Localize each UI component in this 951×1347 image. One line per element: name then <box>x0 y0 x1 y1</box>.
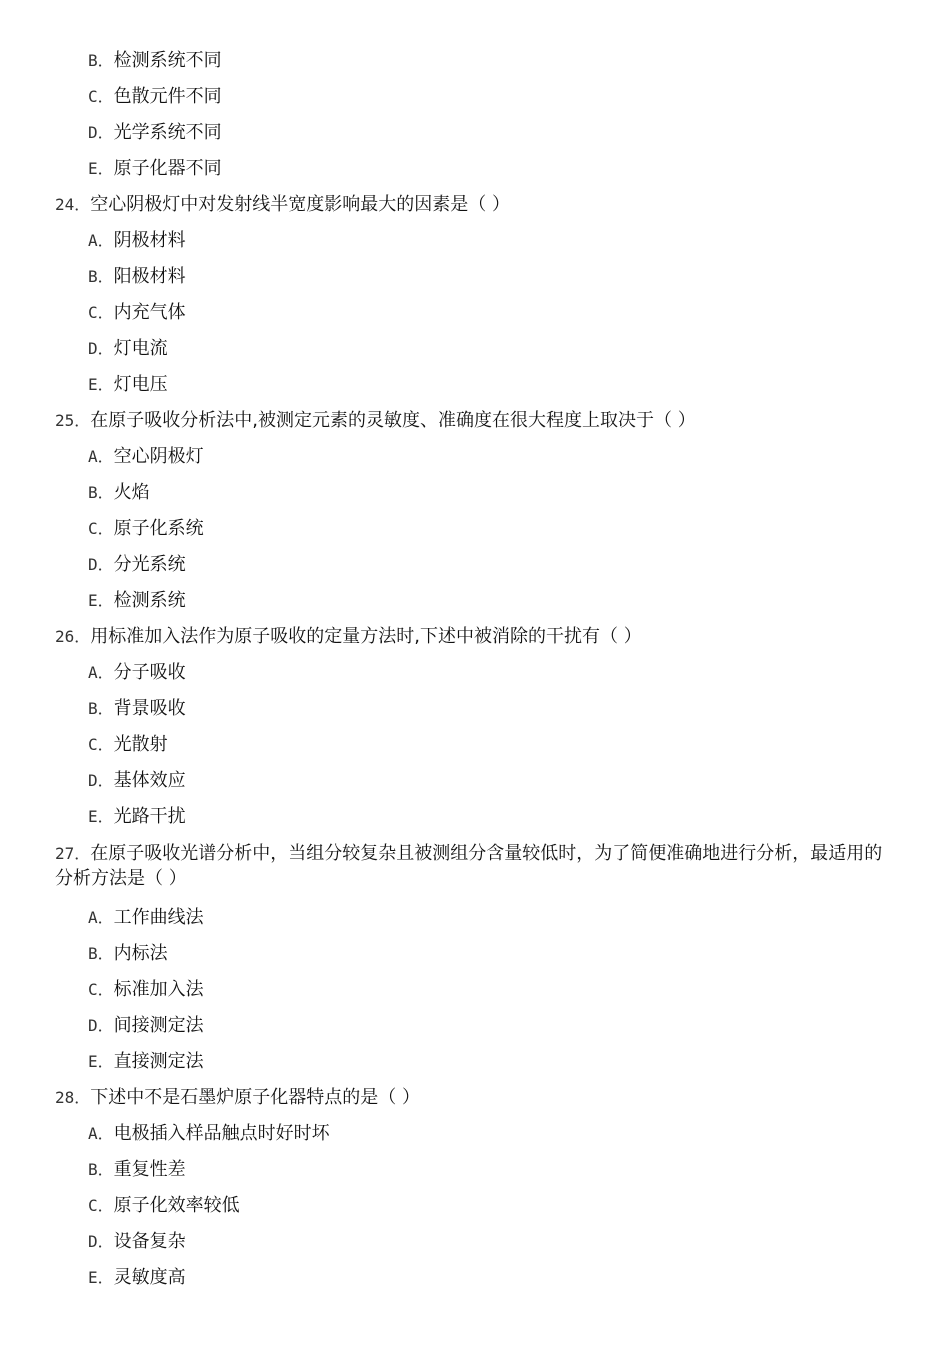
option-label: C． <box>88 303 114 322</box>
option-line <box>88 1266 186 1290</box>
option-text: 灵敏度高 <box>113 1267 186 1288</box>
option-text: 原子化器不同 <box>113 158 222 179</box>
option-label: B． <box>88 944 114 963</box>
option-line <box>88 1230 186 1254</box>
option-line <box>88 85 222 109</box>
option-text: 检测系统 <box>113 590 186 611</box>
option-text: 分光系统 <box>113 554 186 575</box>
option-text: 光路干扰 <box>113 806 186 827</box>
option-text: 背景吸收 <box>113 698 186 719</box>
option-text: 火焰 <box>113 482 150 503</box>
option-line <box>88 942 168 966</box>
question-line <box>55 409 696 433</box>
option-text: 间接测定法 <box>113 1015 204 1036</box>
question-line <box>55 625 642 649</box>
option-label: E． <box>88 1052 114 1071</box>
question-number: 28． <box>55 1088 91 1107</box>
option-text: 色散元件不同 <box>113 86 222 107</box>
option-line <box>88 1122 330 1146</box>
option-label: D． <box>88 771 114 790</box>
option-line <box>88 661 186 685</box>
option-label: B． <box>88 699 114 718</box>
option-label: C． <box>88 519 114 538</box>
option-label: E． <box>88 159 114 178</box>
question-number: 27． <box>55 844 91 863</box>
option-label: C． <box>88 87 114 106</box>
question-line <box>55 1086 420 1110</box>
option-line <box>88 301 186 325</box>
option-line <box>88 49 222 73</box>
option-label: B． <box>88 483 114 502</box>
option-text: 电极插入样品触点时好时坏 <box>113 1123 330 1144</box>
option-text: 空心阴极灯 <box>113 446 204 467</box>
option-line <box>88 697 186 721</box>
option-text: 内充气体 <box>113 302 186 323</box>
option-label: A． <box>88 908 114 927</box>
option-text: 原子化系统 <box>113 518 204 539</box>
option-line <box>88 1014 204 1038</box>
option-text: 重复性差 <box>113 1159 186 1180</box>
option-text: 工作曲线法 <box>113 907 204 928</box>
question-text: 下述中不是石墨炉原子化器特点的是（ ） <box>90 1087 421 1108</box>
option-text: 设备复杂 <box>113 1231 186 1252</box>
question-text: 空心阴极灯中对发射线半宽度影响最大的因素是（ ） <box>90 194 511 215</box>
option-text: 检测系统不同 <box>113 50 222 71</box>
option-line <box>88 978 204 1002</box>
option-label: E． <box>88 1268 114 1287</box>
option-line <box>88 1050 204 1074</box>
option-text: 光学系统不同 <box>113 122 222 143</box>
option-line <box>88 481 150 505</box>
option-line <box>88 337 168 361</box>
option-line <box>88 157 222 181</box>
option-label: E． <box>88 807 114 826</box>
option-label: E． <box>88 375 114 394</box>
option-text: 阳极材料 <box>113 266 186 287</box>
option-label: B． <box>88 267 114 286</box>
option-line <box>88 769 186 793</box>
option-line <box>88 445 204 469</box>
question-text: 用标准加入法作为原子吸收的定量方法时,下述中被消除的干扰有（ ） <box>90 626 642 647</box>
option-label: B． <box>88 1160 114 1179</box>
option-text: 灯电流 <box>113 338 168 359</box>
option-text: 内标法 <box>113 943 168 964</box>
option-line <box>88 589 186 613</box>
option-label: C． <box>88 980 114 999</box>
option-label: D． <box>88 339 114 358</box>
option-text: 灯电压 <box>113 374 168 395</box>
option-label: E． <box>88 591 114 610</box>
option-line <box>88 1158 186 1182</box>
option-text: 原子化效率较低 <box>113 1195 240 1216</box>
option-text: 直接测定法 <box>113 1051 204 1072</box>
option-label: A． <box>88 1124 114 1143</box>
question-number: 26． <box>55 627 91 646</box>
option-line <box>88 805 186 829</box>
option-label: D． <box>88 1232 114 1251</box>
option-label: C． <box>88 1196 114 1215</box>
option-line <box>88 229 186 253</box>
option-line <box>88 121 222 145</box>
option-label: A． <box>88 447 114 466</box>
option-line <box>88 733 168 757</box>
option-label: C． <box>88 735 114 754</box>
question-number: 25． <box>55 411 91 430</box>
option-text: 分子吸收 <box>113 662 186 683</box>
option-line <box>88 517 204 541</box>
question-text: 在原子吸收分析法中,被测定元素的灵敏度、准确度在很大程度上取决于（ ） <box>90 410 696 431</box>
option-label: D． <box>88 123 114 142</box>
question-line <box>55 193 510 217</box>
option-text: 基体效应 <box>113 770 186 791</box>
option-label: B． <box>88 51 114 70</box>
option-line <box>88 553 186 577</box>
option-line <box>88 373 168 397</box>
option-label: D． <box>88 555 114 574</box>
question-line <box>55 841 895 891</box>
question-number: 24． <box>55 195 91 214</box>
option-line <box>88 265 186 289</box>
option-line <box>88 906 204 930</box>
option-label: A． <box>88 231 114 250</box>
option-line <box>88 1194 240 1218</box>
option-text: 阴极材料 <box>113 230 186 251</box>
option-text: 标准加入法 <box>113 979 204 1000</box>
option-label: A． <box>88 663 114 682</box>
question-text: 在原子吸收光谱分析中，当组分较复杂且被测组分含量较低时，为了简便准确地进行分析，最适用的分析方法是（ ） <box>55 843 883 889</box>
option-text: 光散射 <box>113 734 168 755</box>
option-label: D． <box>88 1016 114 1035</box>
